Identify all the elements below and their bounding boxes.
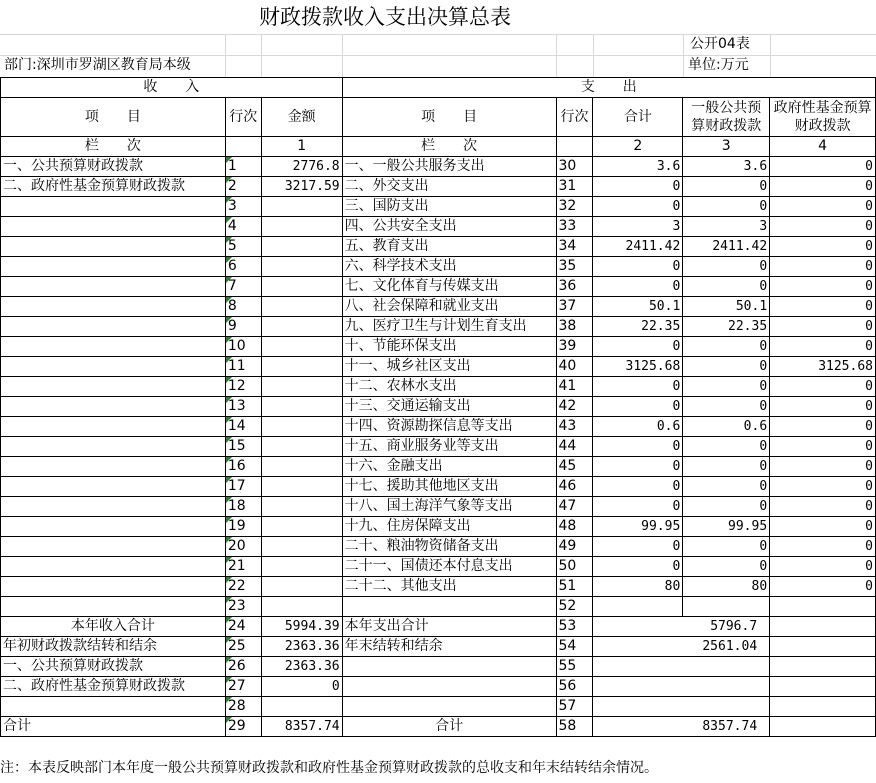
expense-line-no: 32	[556, 197, 593, 217]
income-item: 年初财政拨款结转和结余	[1, 637, 226, 657]
gov-fund-amount: 0	[770, 417, 876, 437]
income-amount	[261, 337, 342, 357]
income-line-no: 29	[225, 717, 261, 737]
expense-total: 0	[593, 377, 683, 397]
expense-line-no: 38	[556, 317, 593, 337]
expense-amount: 8357.74	[593, 717, 770, 737]
gov-fund-amount: 0	[770, 317, 876, 337]
report-title: 财政拨款收入支出决算总表	[259, 5, 511, 29]
empty-cell	[225, 137, 261, 157]
budget-table	[0, 77, 876, 737]
expense-item: 十、节能环保支出	[342, 337, 556, 357]
expense-total: 0	[593, 497, 683, 517]
income-amount	[261, 257, 342, 277]
expense-item: 六、科学技术支出	[342, 257, 556, 277]
income-line-no: 6	[225, 257, 261, 277]
income-amount	[261, 277, 342, 297]
income-line-no: 16	[225, 457, 261, 477]
income-amount	[261, 217, 342, 237]
income-line-no: 4	[225, 217, 261, 237]
general-budget-amount: 2411.42	[683, 237, 770, 257]
expense-line-no: 41	[556, 377, 593, 397]
income-line-no: 12	[225, 377, 261, 397]
table-row	[1, 337, 876, 357]
income-line-no: 13	[225, 397, 261, 417]
table-row	[1, 217, 876, 237]
gov-fund-amount: 0	[770, 337, 876, 357]
income-amount	[261, 197, 342, 217]
expense-line-no: 57	[556, 697, 593, 717]
expense-item	[342, 657, 556, 677]
expense-total: 0.6	[593, 417, 683, 437]
income-item	[1, 397, 226, 417]
expense-item: 二十一、国债还本付息支出	[342, 557, 556, 577]
income-line-no: 19	[225, 517, 261, 537]
income-amount	[261, 377, 342, 397]
general-budget-amount: 50.1	[683, 297, 770, 317]
expense-total: 3	[593, 217, 683, 237]
income-line-no: 24	[225, 617, 261, 637]
gov-fund-amount: 0	[770, 297, 876, 317]
table-row	[1, 357, 876, 377]
expense-line-no: 33	[556, 217, 593, 237]
income-item	[1, 297, 226, 317]
income-amount: 2363.36	[261, 637, 342, 657]
table-row	[1, 177, 876, 197]
general-budget-amount: 0	[683, 277, 770, 297]
income-line-no: 17	[225, 477, 261, 497]
expense-line-no: 56	[556, 677, 593, 697]
income-amount	[261, 357, 342, 377]
expense-amount: 5796.7	[593, 617, 770, 637]
table-row	[1, 297, 876, 317]
table-row	[1, 457, 876, 477]
col-number: 4	[770, 137, 876, 157]
income-item: 二、政府性基金预算财政拨款	[1, 177, 226, 197]
expense-item: 十六、金融支出	[342, 457, 556, 477]
expense-total	[593, 597, 683, 617]
income-amount	[261, 237, 342, 257]
expense-amount: 2561.04	[593, 637, 770, 657]
empty-cell	[770, 637, 876, 657]
income-amount: 5994.39	[261, 617, 342, 637]
expense-line-no: 44	[556, 437, 593, 457]
empty-cell	[556, 137, 593, 157]
general-budget-header: 一般公共预算财政拨款	[683, 98, 770, 137]
income-amount	[261, 437, 342, 457]
col-number: 3	[683, 137, 770, 157]
income-item	[1, 517, 226, 537]
gov-fund-amount: 0	[770, 377, 876, 397]
expense-item: 二十、粮油物资储备支出	[342, 537, 556, 557]
expense-total: 3.6	[593, 157, 683, 177]
summary-row	[1, 617, 876, 637]
expense-item: 五、教育支出	[342, 237, 556, 257]
summary-row	[1, 677, 876, 697]
table-row	[1, 317, 876, 337]
expense-item	[342, 697, 556, 717]
income-item	[1, 417, 226, 437]
expense-total: 0	[593, 257, 683, 277]
expense-total: 80	[593, 577, 683, 597]
income-item	[1, 437, 226, 457]
income-item	[1, 477, 226, 497]
expense-line-no: 53	[556, 617, 593, 637]
table-row	[1, 417, 876, 437]
income-item: 合计	[1, 717, 226, 737]
expense-total: 99.95	[593, 517, 683, 537]
income-item-header: 项 目	[1, 98, 226, 137]
general-budget-amount: 0.6	[683, 417, 770, 437]
gov-fund-amount: 0	[770, 237, 876, 257]
expense-total: 22.35	[593, 317, 683, 337]
expense-total: 0	[593, 557, 683, 577]
general-budget-amount: 99.95	[683, 517, 770, 537]
general-budget-amount: 0	[683, 377, 770, 397]
table-row	[1, 557, 876, 577]
expense-item: 十一、城乡社区支出	[342, 357, 556, 377]
column-number-row	[1, 137, 876, 157]
income-amount	[261, 397, 342, 417]
income-line-no: 23	[225, 597, 261, 617]
expense-line-no: 35	[556, 257, 593, 277]
expense-item: 十四、资源勘探信息等支出	[342, 417, 556, 437]
general-budget-amount: 0	[683, 537, 770, 557]
gov-fund-amount: 0	[770, 557, 876, 577]
expense-item: 四、公共安全支出	[342, 217, 556, 237]
gov-fund-amount: 0	[770, 517, 876, 537]
table-row	[1, 517, 876, 537]
income-line-no: 27	[225, 677, 261, 697]
expense-line-no: 46	[556, 477, 593, 497]
income-line-no: 11	[225, 357, 261, 377]
expense-line-no: 36	[556, 277, 593, 297]
income-item	[1, 597, 226, 617]
general-budget-amount: 0	[683, 437, 770, 457]
expense-amount	[593, 657, 770, 677]
general-budget-amount: 0	[683, 337, 770, 357]
expense-line-no: 51	[556, 577, 593, 597]
general-budget-amount: 0	[683, 457, 770, 477]
income-line-no: 20	[225, 537, 261, 557]
summary-row	[1, 657, 876, 677]
expense-total: 0	[593, 277, 683, 297]
income-amount	[261, 457, 342, 477]
income-item	[1, 237, 226, 257]
table-row	[1, 397, 876, 417]
gov-fund-amount: 0	[770, 437, 876, 457]
expense-line-no: 54	[556, 637, 593, 657]
income-amount	[261, 317, 342, 337]
income-line-no: 8	[225, 297, 261, 317]
table-row	[1, 197, 876, 217]
expense-total: 0	[593, 397, 683, 417]
department-label: 部门:深圳市罗湖区教育局本级	[4, 57, 191, 73]
income-item	[1, 697, 226, 717]
income-item	[1, 217, 226, 237]
income-item	[1, 457, 226, 477]
expense-line-no: 39	[556, 337, 593, 357]
expense-line-no: 40	[556, 357, 593, 377]
general-budget-amount: 22.35	[683, 317, 770, 337]
expense-line-no: 45	[556, 457, 593, 477]
header-row-columns	[1, 98, 876, 137]
income-amount	[261, 297, 342, 317]
expense-line-no: 55	[556, 657, 593, 677]
income-item	[1, 277, 226, 297]
gov-fund-amount: 0	[770, 457, 876, 477]
expense-amount	[593, 677, 770, 697]
table-row	[1, 477, 876, 497]
gov-fund-amount: 0	[770, 477, 876, 497]
summary-row	[1, 637, 876, 657]
expense-item: 合计	[342, 717, 556, 737]
expense-item: 十三、交通运输支出	[342, 397, 556, 417]
expense-line-no: 48	[556, 517, 593, 537]
expense-line-no: 47	[556, 497, 593, 517]
income-line-no: 10	[225, 337, 261, 357]
empty-cell	[770, 697, 876, 717]
general-budget-amount: 80	[683, 577, 770, 597]
col-number: 2	[593, 137, 683, 157]
income-line-no: 2	[225, 177, 261, 197]
income-item	[1, 337, 226, 357]
income-amount	[261, 557, 342, 577]
income-item	[1, 557, 226, 577]
expense-item: 十八、国土海洋气象等支出	[342, 497, 556, 517]
general-budget-amount: 0	[683, 357, 770, 377]
income-item: 一、公共预算财政拨款	[1, 657, 226, 677]
expense-item	[342, 597, 556, 617]
expense-line-no: 52	[556, 597, 593, 617]
expense-total: 0	[593, 457, 683, 477]
gov-fund-amount: 0	[770, 217, 876, 237]
gov-fund-amount: 0	[770, 397, 876, 417]
expense-total: 0	[593, 437, 683, 457]
general-budget-amount: 3.6	[683, 157, 770, 177]
gov-fund-amount: 0	[770, 277, 876, 297]
column-row-label: 栏 次	[1, 137, 226, 157]
expense-item: 本年支出合计	[342, 617, 556, 637]
income-line-no: 28	[225, 697, 261, 717]
income-amount: 3217.59	[261, 177, 342, 197]
table-row	[1, 537, 876, 557]
income-item	[1, 257, 226, 277]
gov-fund-amount: 0	[770, 177, 876, 197]
income-line-no: 22	[225, 577, 261, 597]
expense-line-no: 37	[556, 297, 593, 317]
table-row	[1, 497, 876, 517]
income-line-no: 21	[225, 557, 261, 577]
income-amount	[261, 577, 342, 597]
summary-row	[1, 717, 876, 737]
unit-label: 单位:万元	[688, 57, 749, 73]
expense-item: 年末结转和结余	[342, 637, 556, 657]
expense-item: 二十二、其他支出	[342, 577, 556, 597]
income-line-no: 7	[225, 277, 261, 297]
header-row-sections	[1, 78, 876, 98]
expense-line-header: 行次	[556, 98, 593, 137]
income-amount: 8357.74	[261, 717, 342, 737]
expense-line-no: 58	[556, 717, 593, 737]
expense-item: 十七、援助其他地区支出	[342, 477, 556, 497]
general-budget-amount: 0	[683, 557, 770, 577]
table-row	[1, 597, 876, 617]
expense-total-header: 合计	[593, 98, 683, 137]
expense-line-no: 49	[556, 537, 593, 557]
income-amount	[261, 697, 342, 717]
expense-item: 七、文化体育与传媒支出	[342, 277, 556, 297]
income-item	[1, 497, 226, 517]
table-row	[1, 237, 876, 257]
expense-item: 三、国防支出	[342, 197, 556, 217]
expense-total: 2411.42	[593, 237, 683, 257]
income-item	[1, 317, 226, 337]
income-line-no: 14	[225, 417, 261, 437]
gov-fund-amount: 0	[770, 537, 876, 557]
income-amount	[261, 497, 342, 517]
income-line-no: 26	[225, 657, 261, 677]
general-budget-amount: 0	[683, 477, 770, 497]
income-item	[1, 537, 226, 557]
income-line-no: 1	[225, 157, 261, 177]
expense-line-no: 42	[556, 397, 593, 417]
empty-cell	[770, 717, 876, 737]
general-budget-amount: 0	[683, 257, 770, 277]
expense-total: 0	[593, 537, 683, 557]
gov-fund-amount: 0	[770, 197, 876, 217]
income-amount: 0	[261, 677, 342, 697]
form-code: 公开04表	[690, 36, 750, 52]
income-amount: 2776.8	[261, 157, 342, 177]
expense-item: 八、社会保障和就业支出	[342, 297, 556, 317]
expense-item	[342, 677, 556, 697]
gov-fund-amount: 0	[770, 257, 876, 277]
general-budget-amount: 3	[683, 217, 770, 237]
expense-line-no: 34	[556, 237, 593, 257]
expense-total: 0	[593, 197, 683, 217]
income-item	[1, 197, 226, 217]
income-item	[1, 377, 226, 397]
income-line-no: 3	[225, 197, 261, 217]
general-budget-amount: 0	[683, 397, 770, 417]
table-row	[1, 277, 876, 297]
empty-cell	[770, 677, 876, 697]
expense-total: 50.1	[593, 297, 683, 317]
income-item: 一、公共预算财政拨款	[1, 157, 226, 177]
general-budget-amount	[683, 597, 770, 617]
expense-line-no: 31	[556, 177, 593, 197]
table-row	[1, 257, 876, 277]
income-amount	[261, 477, 342, 497]
expense-line-no: 43	[556, 417, 593, 437]
table-row	[1, 157, 876, 177]
income-line-header: 行次	[225, 98, 261, 137]
income-amount-header: 金额	[261, 98, 342, 137]
footnote: 注：本表反映部门本年度一般公共预算财政拨款和政府性基金预算财政拨款的总收支和年末结转结余情况。	[0, 760, 658, 776]
expense-item: 十九、住房保障支出	[342, 517, 556, 537]
income-amount	[261, 537, 342, 557]
income-amount	[261, 517, 342, 537]
table-row	[1, 577, 876, 597]
income-line-no: 9	[225, 317, 261, 337]
expense-item: 一、一般公共服务支出	[342, 157, 556, 177]
income-line-no: 18	[225, 497, 261, 517]
column-row-label: 栏 次	[342, 137, 556, 157]
income-item	[1, 577, 226, 597]
general-budget-amount: 0	[683, 497, 770, 517]
expense-item: 九、医疗卫生与计划生育支出	[342, 317, 556, 337]
gov-fund-amount: 0	[770, 497, 876, 517]
expense-item-header: 项 目	[342, 98, 556, 137]
income-item: 本年收入合计	[1, 617, 226, 637]
expense-line-no: 30	[556, 157, 593, 177]
gov-fund-amount: 0	[770, 577, 876, 597]
gov-fund-amount: 3125.68	[770, 357, 876, 377]
expense-total: 0	[593, 177, 683, 197]
expense-total: 3125.68	[593, 357, 683, 377]
expense-amount	[593, 697, 770, 717]
col-number: 1	[261, 137, 342, 157]
expense-header: 支 出	[342, 78, 875, 98]
empty-cell	[770, 617, 876, 637]
expense-item: 十二、农林水支出	[342, 377, 556, 397]
income-amount	[261, 417, 342, 437]
general-budget-amount: 0	[683, 197, 770, 217]
general-budget-amount: 0	[683, 177, 770, 197]
expense-item: 二、外交支出	[342, 177, 556, 197]
gov-fund-header: 政府性基金预算财政拨款	[770, 98, 876, 137]
income-item: 二、政府性基金预算财政拨款	[1, 677, 226, 697]
gov-fund-amount: 0	[770, 157, 876, 177]
income-line-no: 15	[225, 437, 261, 457]
gov-fund-amount	[770, 597, 876, 617]
income-header: 收 入	[1, 78, 343, 98]
income-line-no: 5	[225, 237, 261, 257]
summary-row	[1, 697, 876, 717]
expense-item: 十五、商业服务业等支出	[342, 437, 556, 457]
table-row	[1, 437, 876, 457]
income-amount: 2363.36	[261, 657, 342, 677]
table-row	[1, 377, 876, 397]
expense-total: 0	[593, 337, 683, 357]
income-item	[1, 357, 226, 377]
expense-line-no: 50	[556, 557, 593, 577]
empty-cell	[770, 657, 876, 677]
income-line-no: 25	[225, 637, 261, 657]
income-amount	[261, 597, 342, 617]
expense-total: 0	[593, 477, 683, 497]
